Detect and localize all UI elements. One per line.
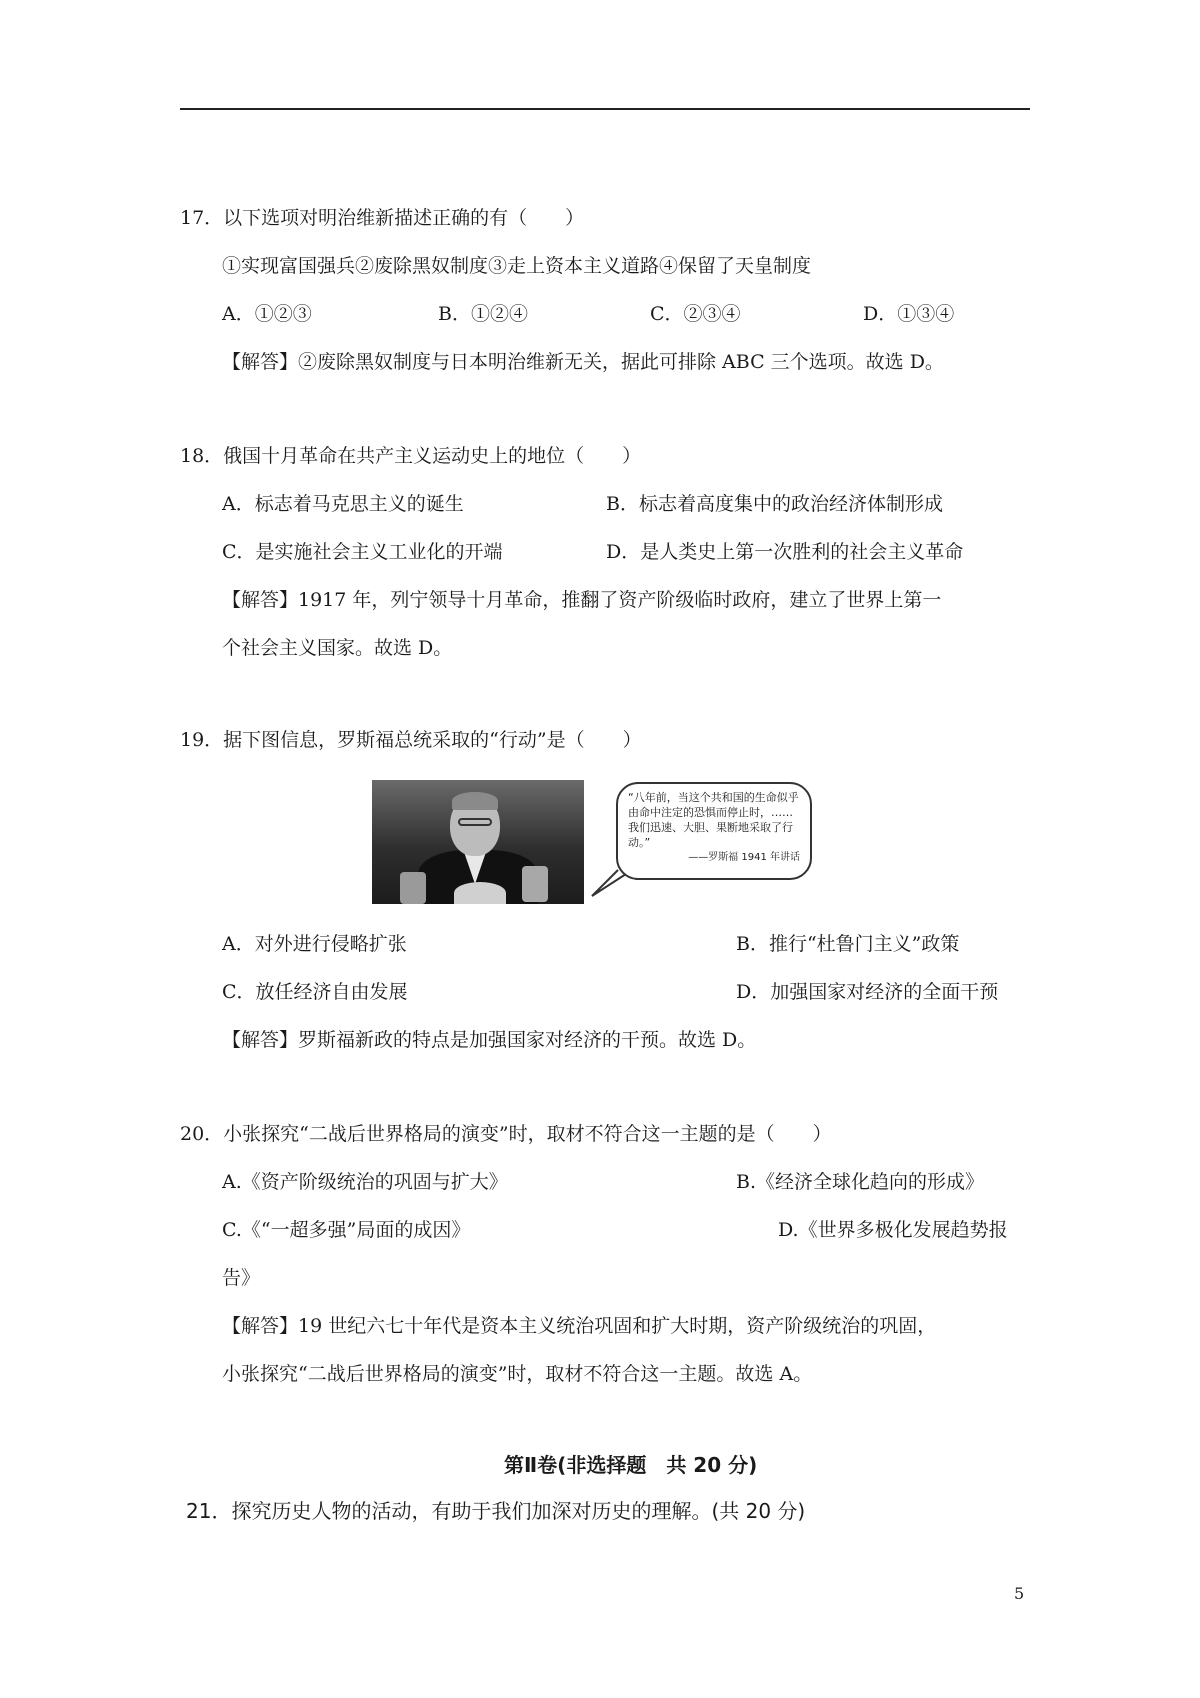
page-number: 5: [1014, 1584, 1025, 1603]
q19-option-d: D．加强国家对经济的全面干预: [736, 981, 999, 1003]
speech-quote: “八年前，当这个共和国的生命似乎由命中注定的恐惧而停止时，……我们迅速、大胆、果断地采取了行动。”: [628, 791, 799, 849]
q20-answer-line2: 小张探究“二战后世界格局的演变”时，取材不符合这一主题。故选 A。: [222, 1363, 813, 1385]
q19-answer: 【解答】罗斯福新政的特点是加强国家对经济的干预。故选 D。: [222, 1029, 757, 1051]
q18-answer-line1: 【解答】1917 年，列宁领导十月革命，推翻了资产阶级临时政府，建立了世界上第一: [222, 589, 942, 611]
q18-option-a: A．标志着马克思主义的诞生: [222, 493, 464, 515]
q17-items: ①实现富国强兵②废除黑奴制度③走上资本主义道路④保留了天皇制度: [222, 255, 812, 277]
q17-option-a: A．①②③: [222, 303, 312, 325]
roosevelt-photo: [372, 780, 584, 904]
q19-option-c: C．放任经济自由发展: [222, 981, 408, 1003]
q18-answer-line2: 个社会主义国家。故选 D。: [222, 637, 453, 659]
q20-answer-line1: 【解答】19 世纪六七十年代是资本主义统治巩固和扩大时期，资产阶级统治的巩固，: [222, 1315, 937, 1337]
q20-option-c: C.《“一超多强”局面的成因》: [222, 1219, 471, 1241]
q20-option-d-cont: 告》: [222, 1267, 261, 1289]
q20-option-a: A.《资产阶级统治的巩固与扩大》: [222, 1171, 508, 1193]
q20-stem: 20．小张探究“二战后世界格局的演变”时，取材不符合这一主题的是（ ）: [180, 1123, 832, 1145]
q17-stem: 17．以下选项对明治维新描述正确的有（ ）: [180, 207, 585, 229]
q21-stem: 21．探究历史人物的活动，有助于我们加深对历史的理解。(共 20 分): [186, 1499, 806, 1523]
q20-option-b: B.《经济全球化趋向的形成》: [736, 1171, 985, 1193]
q19-option-a: A．对外进行侵略扩张: [222, 933, 407, 955]
q17-option-d: D．①③④: [863, 303, 955, 325]
q17-answer: 【解答】②废除黑奴制度与日本明治维新无关，据此可排除 ABC 三个选项。故选 D。: [222, 351, 944, 373]
header-rule: [180, 108, 1030, 110]
q19-option-b: B．推行“杜鲁门主义”政策: [736, 933, 960, 955]
speech-bubble: [616, 782, 812, 880]
section-2-title: 第Ⅱ卷(非选择题 共 20 分): [504, 1453, 758, 1477]
roosevelt-figure: [372, 780, 812, 908]
q19-stem: 19．据下图信息，罗斯福总统采取的“行动”是（ ）: [180, 729, 642, 751]
q17-option-b: B．①②④: [438, 303, 528, 325]
speech-source: ——罗斯福 1941 年讲话: [688, 852, 800, 863]
q18-stem: 18．俄国十月革命在共产主义运动史上的地位（ ）: [180, 445, 642, 467]
q20-option-d: D.《世界多极化发展趋势报: [778, 1219, 1008, 1241]
q18-option-b: B．标志着高度集中的政治经济体制形成: [606, 493, 943, 515]
q18-option-c: C．是实施社会主义工业化的开端: [222, 541, 503, 563]
q17-option-c: C．②③④: [650, 303, 741, 325]
q18-option-d: D．是人类史上第一次胜利的社会主义革命: [606, 541, 964, 563]
